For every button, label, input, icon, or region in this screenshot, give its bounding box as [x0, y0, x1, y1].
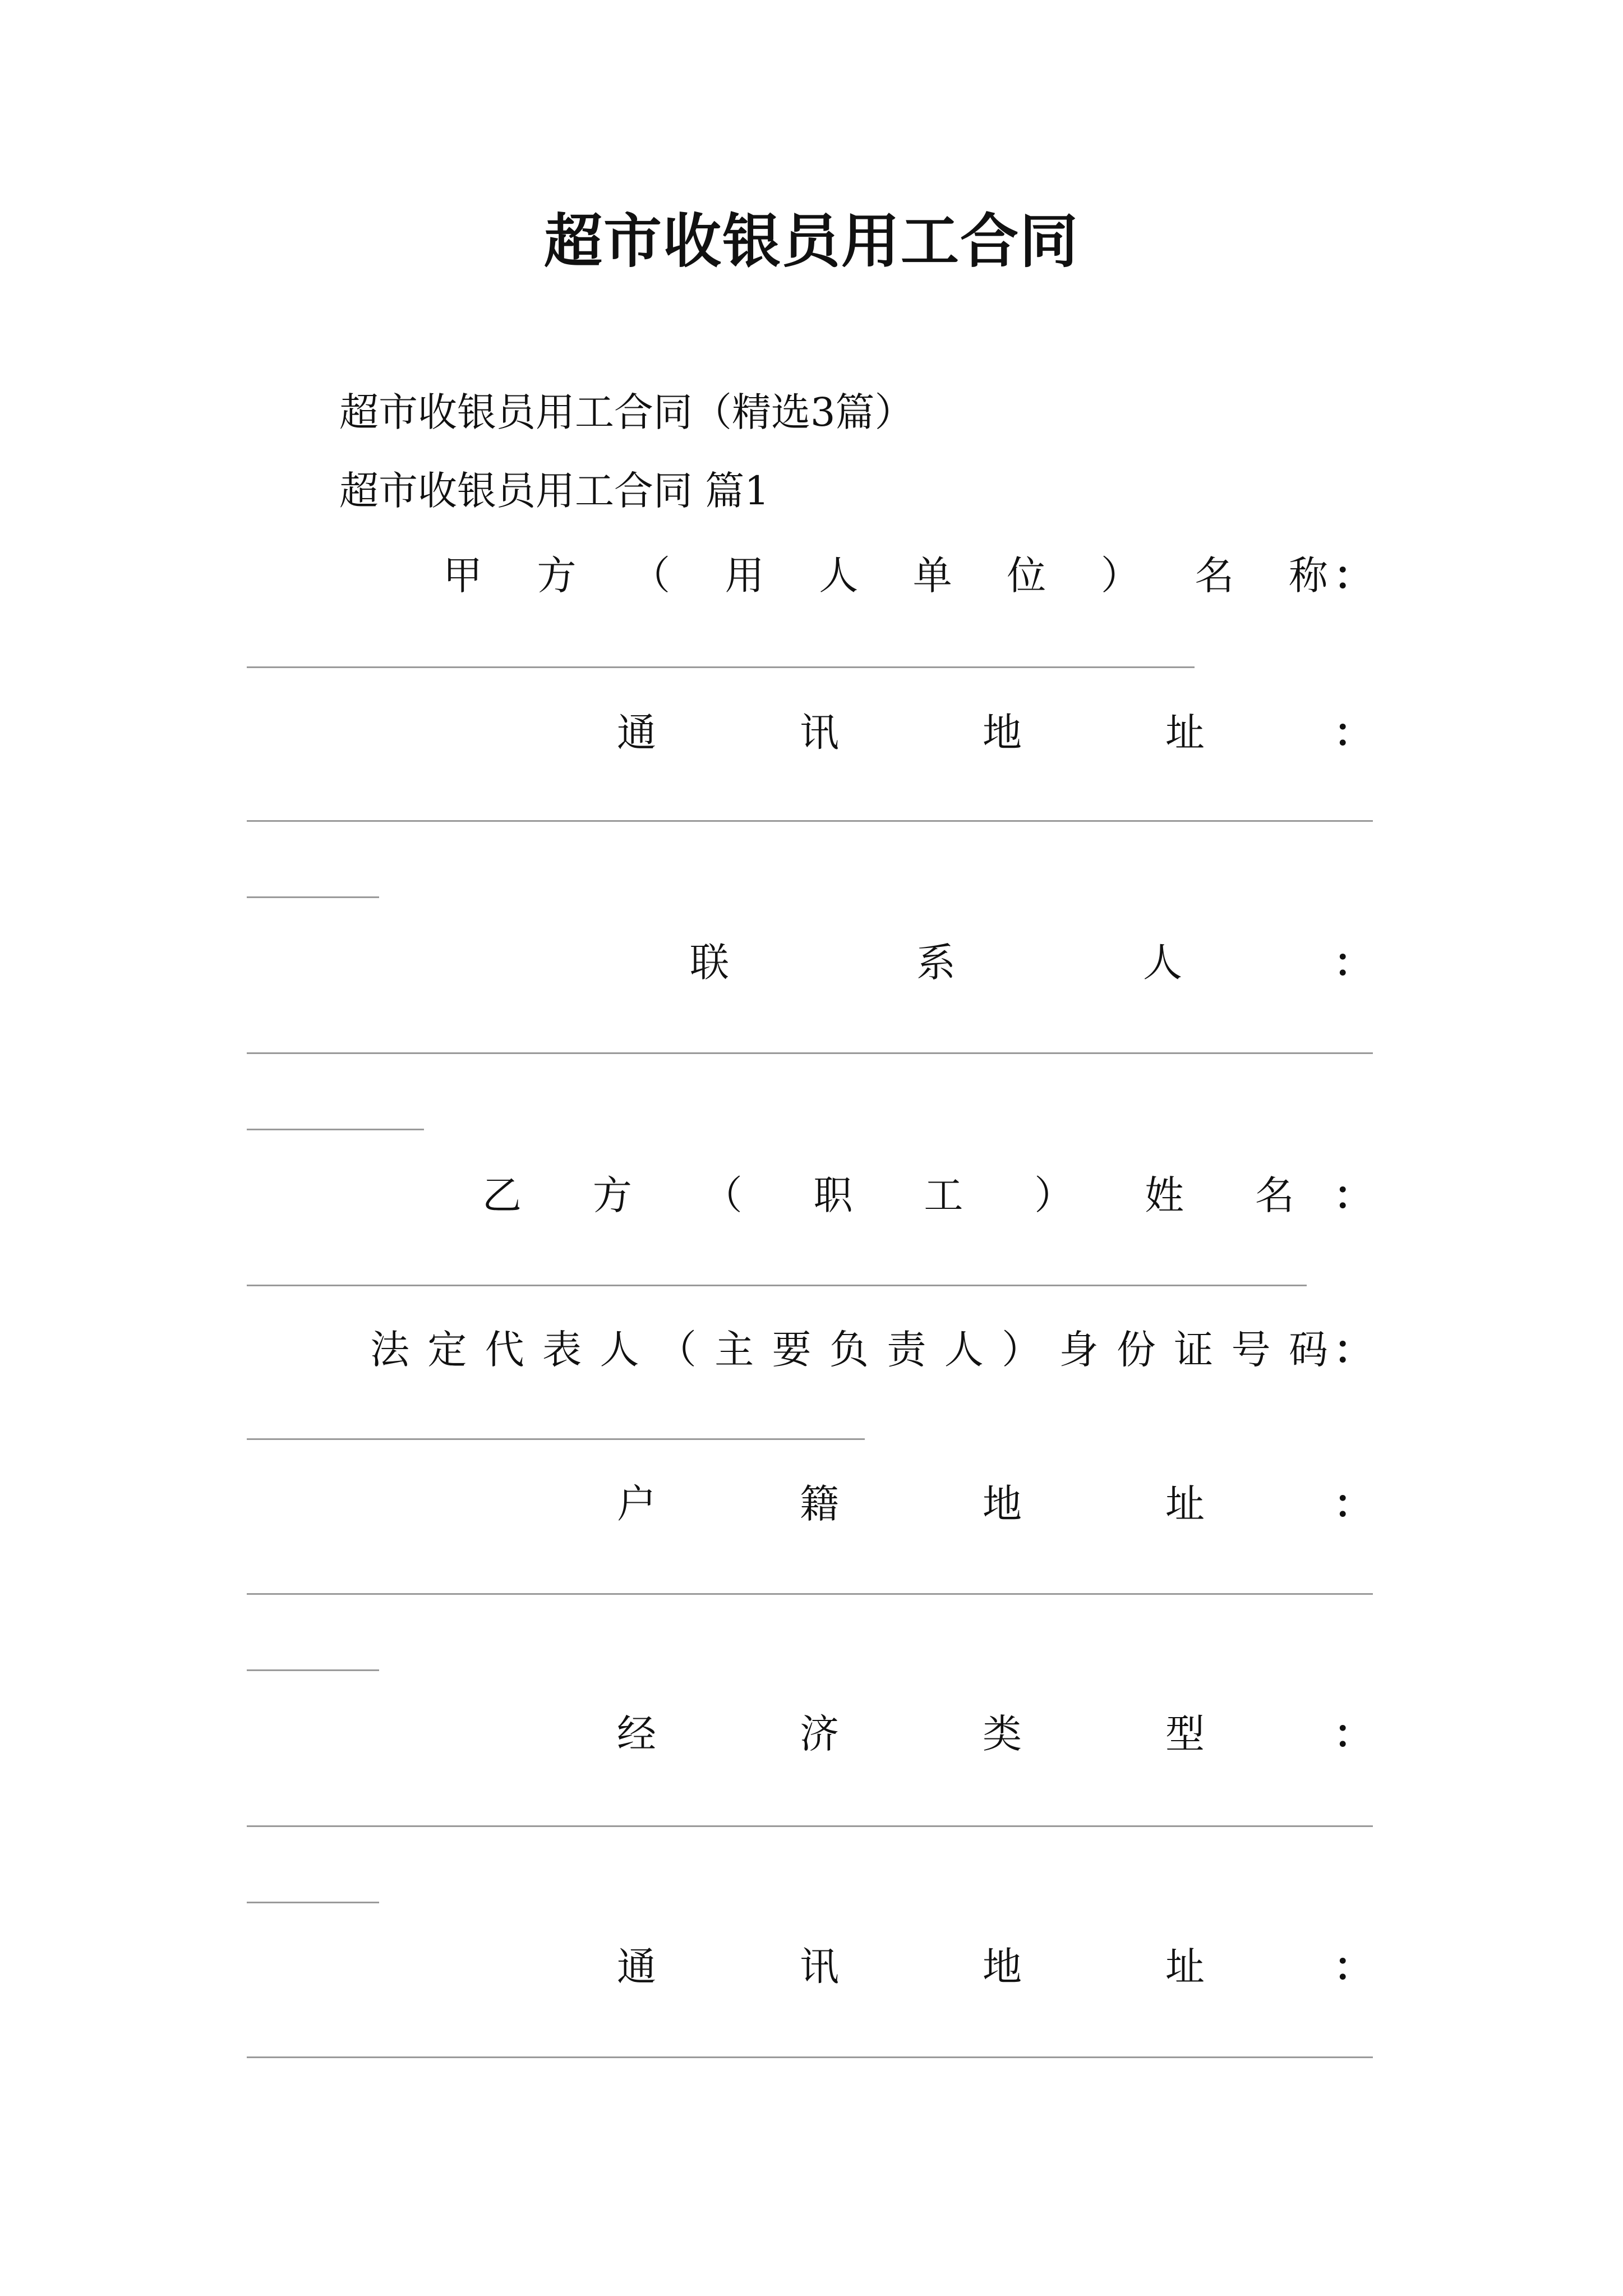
label-char: 方: [592, 1172, 632, 1218]
field-colon: ：: [1334, 1171, 1373, 1218]
label-char: 责: [887, 1326, 926, 1373]
blank-line: [247, 896, 379, 898]
field-label: [617, 1473, 1205, 1529]
label-char: 人: [819, 552, 859, 599]
label-char: 身: [1059, 1326, 1099, 1373]
label-char: 地: [983, 1943, 1022, 1990]
blank-line: [247, 1593, 1373, 1595]
label-char: （: [631, 552, 671, 599]
blank-line: [247, 1669, 379, 1671]
field-party-a-address: [247, 701, 1373, 757]
label-char: 通: [617, 709, 656, 756]
label-char: 甲: [443, 552, 482, 599]
blank-line: [247, 666, 1195, 668]
field-colon: ：: [1334, 1480, 1373, 1527]
label-char: ）: [1034, 1172, 1074, 1218]
label-char: 职: [813, 1172, 853, 1218]
label-char: （: [657, 1326, 697, 1373]
label-char: 主: [714, 1326, 754, 1373]
field-colon: ：: [1334, 938, 1373, 986]
label-char: 址: [1165, 709, 1205, 756]
label-char: 经: [617, 1710, 656, 1757]
label-char: 址: [1165, 1943, 1205, 1990]
label-char: 名: [1255, 1172, 1294, 1218]
field-colon: ：: [1334, 1326, 1373, 1373]
field-colon: ：: [1334, 551, 1373, 599]
label-char: ）: [1002, 1326, 1041, 1373]
label-char: 单: [912, 552, 952, 599]
label-char: 定: [427, 1326, 467, 1373]
field-party-b-name: [247, 1164, 1373, 1220]
label-char: 籍: [800, 1480, 839, 1527]
label-char: 码: [1289, 1326, 1328, 1373]
field-colon: ：: [1334, 1710, 1373, 1757]
label-char: 类: [983, 1710, 1022, 1757]
label-char: 乙: [482, 1172, 522, 1218]
label-char: 人: [944, 1326, 984, 1373]
label-char: 负: [829, 1326, 869, 1373]
field-economic-type: [247, 1703, 1373, 1759]
label-char: 型: [1165, 1710, 1205, 1757]
field-label: [617, 701, 1205, 757]
label-char: 人: [1143, 939, 1182, 986]
label-char: 济: [800, 1710, 839, 1757]
label-char: 户: [617, 1480, 656, 1527]
section-heading: 超市收银员用工合同 篇1: [339, 468, 769, 514]
blank-line: [247, 1902, 379, 1903]
label-char: 地: [983, 1480, 1022, 1527]
field-label: [370, 1318, 1328, 1374]
field-party-a-name: [247, 544, 1373, 600]
label-char: 名: [1195, 552, 1234, 599]
field-label: [617, 1703, 1205, 1759]
label-char: 方: [537, 552, 577, 599]
label-char: 要: [772, 1326, 811, 1373]
document-title: 超市收银员用工合同: [543, 206, 1079, 275]
label-char: 称: [1288, 552, 1328, 599]
label-char: 用: [725, 552, 764, 599]
field-label: [617, 1935, 1205, 1991]
field-party-a-contact: [247, 931, 1373, 987]
label-char: 工: [924, 1172, 963, 1218]
field-party-b-address: [247, 1935, 1373, 1991]
label-char: 号: [1231, 1326, 1271, 1373]
blank-line: [247, 1825, 1373, 1827]
label-char: 联: [690, 939, 729, 986]
label-char: 位: [1007, 552, 1046, 599]
field-colon: ：: [1334, 708, 1373, 756]
field-label: [482, 1164, 1294, 1220]
label-char: ）: [1100, 552, 1140, 599]
field-colon: ：: [1334, 1943, 1373, 1990]
blank-line: [247, 1052, 1373, 1054]
blank-line: [247, 1129, 424, 1130]
document-subtitle: 超市收银员用工合同（精选3篇）: [339, 389, 914, 435]
field-label: [443, 544, 1328, 600]
label-char: 人: [600, 1326, 639, 1373]
label-char: 姓: [1145, 1172, 1184, 1218]
label-char: 证: [1174, 1326, 1214, 1373]
label-char: 系: [916, 939, 956, 986]
blank-line: [247, 1438, 865, 1440]
label-char: 法: [370, 1326, 409, 1373]
blank-line: [247, 820, 1373, 822]
label-char: 通: [617, 1943, 656, 1990]
label-char: 讯: [800, 709, 839, 756]
label-char: （: [703, 1172, 743, 1218]
label-char: 址: [1165, 1480, 1205, 1527]
field-household-address: [247, 1473, 1373, 1529]
label-char: 地: [983, 709, 1022, 756]
field-label: [690, 931, 1182, 987]
label-char: 份: [1116, 1326, 1156, 1373]
blank-line: [247, 2056, 1373, 2058]
field-legal-rep-id: [247, 1318, 1373, 1374]
blank-line: [247, 1285, 1307, 1286]
label-char: 讯: [800, 1943, 839, 1990]
label-char: 表: [542, 1326, 582, 1373]
label-char: 代: [485, 1326, 524, 1373]
